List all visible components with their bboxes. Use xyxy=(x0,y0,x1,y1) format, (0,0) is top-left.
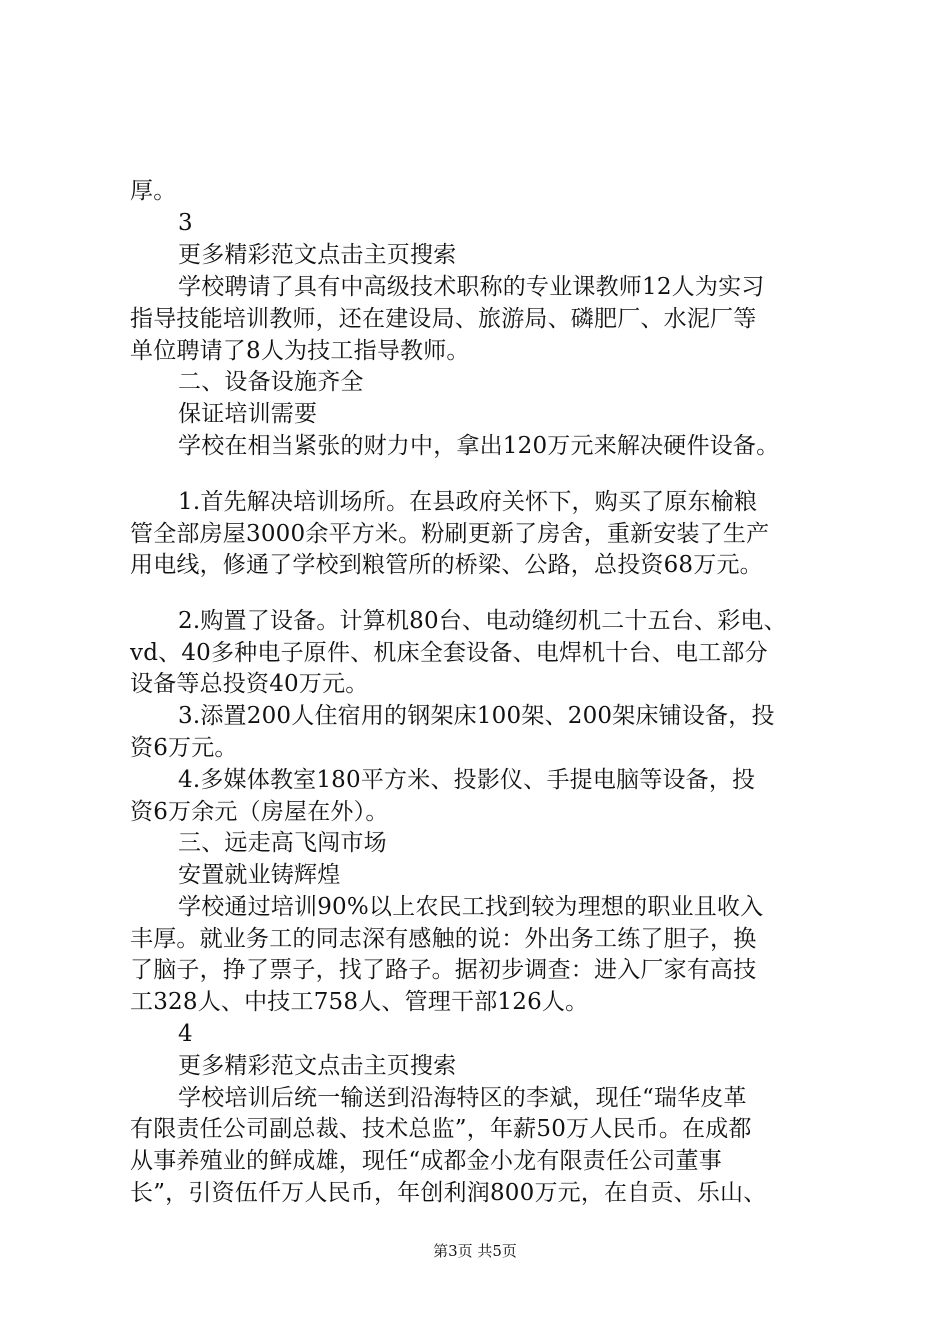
text-line: 有限责任公司副总裁、技术总监”，年薪50万人民币。在成都 xyxy=(130,1116,752,1142)
section-subheading: 保证培训需要 xyxy=(178,401,318,427)
text-line: 了脑子，挣了票子，找了路子。据初步调查：进入厂家有高技 xyxy=(130,957,757,983)
section-heading: 三、远走高飞闯市场 xyxy=(178,830,387,856)
page-marker: 4 xyxy=(178,1021,193,1047)
text-line: 4.多媒体教室180平方米、投影仪、手提电脑等设备，投 xyxy=(178,767,756,793)
text-line: 学校在相当紧张的财力中，拿出120万元来解决硬件设备。 xyxy=(178,433,780,459)
text-line: 丰厚。就业务工的同志深有感触的说：外出务工练了胆子，换 xyxy=(130,926,757,952)
text-line: 学校通过培训90%以上农民工找到较为理想的职业且收入 xyxy=(178,894,764,920)
text-line: 管全部房屋3000余平方米。粉刷更新了房舍，重新安装了生产 xyxy=(130,521,770,547)
text-line: 单位聘请了8人为技工指导教师。 xyxy=(130,338,470,364)
page-number-footer: 第3页 共5页 xyxy=(433,1242,517,1260)
text-line: 用电线，修通了学校到粮管所的桥梁、公路，总投资68万元。 xyxy=(130,552,763,578)
text-line: 2.购置了设备。计算机80台、电动缝纫机二十五台、彩电、 xyxy=(178,608,787,634)
text-line: 指导技能培训教师，还在建设局、旅游局、磷肥厂、水泥厂等 xyxy=(130,306,757,332)
text-line: 学校聘请了具有中高级技术职称的专业课教师12人为实习 xyxy=(178,274,765,300)
text-line: 设备等总投资40万元。 xyxy=(130,671,369,697)
text-line: 3.添置200人住宿用的钢架床100架、200架床铺设备，投 xyxy=(178,703,775,729)
promo-link-text: 更多精彩范文点击主页搜索 xyxy=(178,1053,457,1079)
page-marker: 3 xyxy=(178,210,193,236)
section-subheading: 安置就业铸辉煌 xyxy=(178,862,341,888)
section-heading: 二、设备设施齐全 xyxy=(178,369,364,395)
text-line: 资6万余元（房屋在外）。 xyxy=(130,799,389,825)
text-line: 1.首先解决培训场所。在县政府关怀下，购买了原东榆粮 xyxy=(178,489,758,515)
promo-link-text: 更多精彩范文点击主页搜索 xyxy=(178,242,457,268)
text-line: vd、40多种电子原件、机床全套设备、电焊机十台、电工部分 xyxy=(130,640,768,666)
text-line: 厚。 xyxy=(130,178,177,204)
text-line: 从事养殖业的鲜成雄，现任“成都金小龙有限责任公司董事 xyxy=(130,1148,722,1174)
text-line: 工328人、中技工758人、管理干部126人。 xyxy=(130,989,589,1015)
text-line: 资6万元。 xyxy=(130,735,238,761)
text-line: 长”，引资伍仟万人民币，年创利润800万元，在自贡、乐山、 xyxy=(130,1180,767,1206)
text-line: 学校培训后统一输送到沿海特区的李斌，现任“瑞华皮革 xyxy=(178,1085,747,1111)
